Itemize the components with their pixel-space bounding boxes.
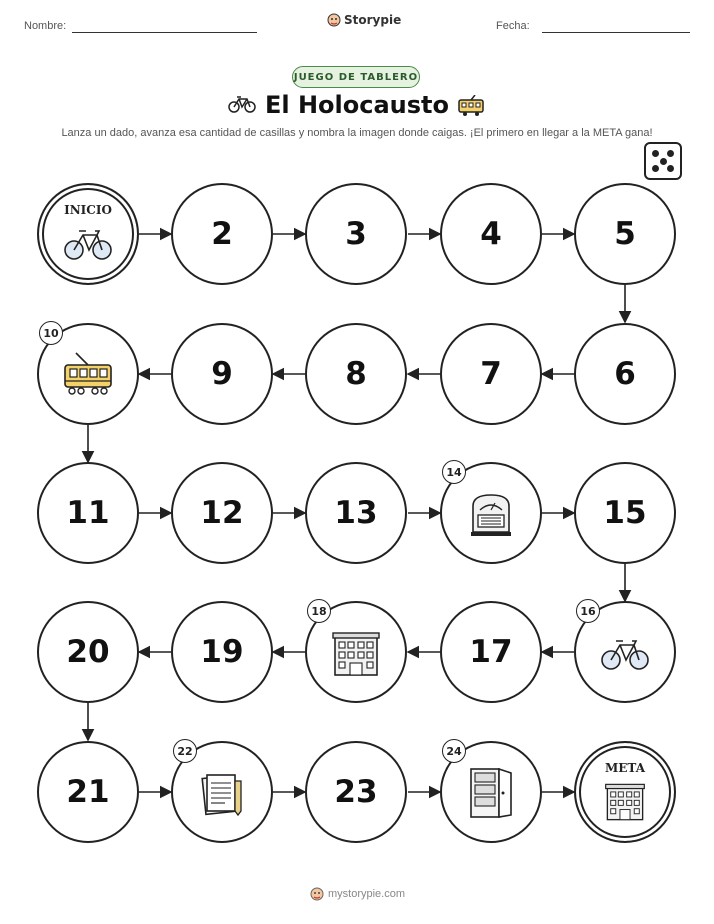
cell-number: 8 [345, 356, 367, 392]
cell-number: 17 [469, 634, 513, 670]
board-cell [305, 323, 407, 425]
board-cell [37, 741, 139, 843]
cell-number: 20 [66, 634, 110, 670]
cell-number-badge: 14 [442, 460, 466, 484]
building-icon [604, 781, 646, 823]
board-cell-picture [574, 601, 676, 703]
board-cell [305, 183, 407, 285]
board-cell [574, 462, 676, 564]
page-title: El Holocausto [264, 91, 450, 119]
cell-number-badge: 18 [307, 599, 331, 623]
radio-icon [469, 492, 513, 538]
cell-number-badge: 10 [39, 321, 63, 345]
storypie-mascot-icon [310, 887, 324, 901]
board-cell [305, 462, 407, 564]
board-cell-end [574, 741, 676, 843]
cell-number: 11 [66, 495, 110, 531]
bicycle-icon [64, 227, 112, 261]
cell-number-badge: 22 [173, 739, 197, 763]
board-cell [440, 323, 542, 425]
cell-number: 15 [603, 495, 647, 531]
board-cell [37, 601, 139, 703]
cell-number: 21 [66, 774, 110, 810]
start-label: INICIO [64, 203, 112, 217]
board-cell [171, 462, 273, 564]
cell-number: 2 [211, 216, 233, 252]
building-icon [331, 629, 381, 679]
instructions: Lanza un dado, avanza esa cantidad de casillas y nombra la imagen donde caigas. ¡El primero en llegar a la META gana! [61, 127, 653, 139]
end-label: META [604, 761, 645, 775]
cell-number: 13 [334, 495, 378, 531]
board-cell-picture [305, 601, 407, 703]
game-type-badge: JUEGO DE TABLERO [292, 66, 420, 88]
board-cell-picture [440, 741, 542, 843]
board-cell [37, 462, 139, 564]
footer [310, 887, 405, 901]
tram-icon [62, 351, 114, 399]
board-cell [440, 601, 542, 703]
board-cell-picture [171, 741, 273, 843]
cell-number: 6 [614, 356, 636, 392]
board-cell [171, 183, 273, 285]
board-cell [574, 323, 676, 425]
board-cell [171, 323, 273, 425]
footer-site: mystorypie.com [328, 888, 406, 900]
board-cell [574, 183, 676, 285]
cell-number: 9 [211, 356, 233, 392]
board-cell [171, 601, 273, 703]
board-cell-picture [440, 462, 542, 564]
board-cell [305, 741, 407, 843]
date-label: Fecha: [496, 20, 530, 32]
notepad-icon [201, 771, 243, 817]
board-cell-picture [37, 323, 139, 425]
board-cell [440, 183, 542, 285]
brand-name: Storypie [344, 13, 402, 27]
name-label: Nombre: [24, 20, 67, 32]
cell-number: 7 [480, 356, 502, 392]
cell-number-badge: 24 [442, 739, 466, 763]
cell-number: 4 [480, 216, 502, 252]
cell-number: 12 [200, 495, 244, 531]
cell-number: 3 [345, 216, 367, 252]
cabinet-icon [467, 765, 515, 821]
cell-number: 19 [200, 634, 244, 670]
board-cell-start [37, 183, 139, 285]
cell-number: 5 [614, 216, 636, 252]
cell-number-badge: 16 [576, 599, 600, 623]
bicycle-icon [600, 637, 650, 671]
cell-number: 23 [334, 774, 378, 810]
